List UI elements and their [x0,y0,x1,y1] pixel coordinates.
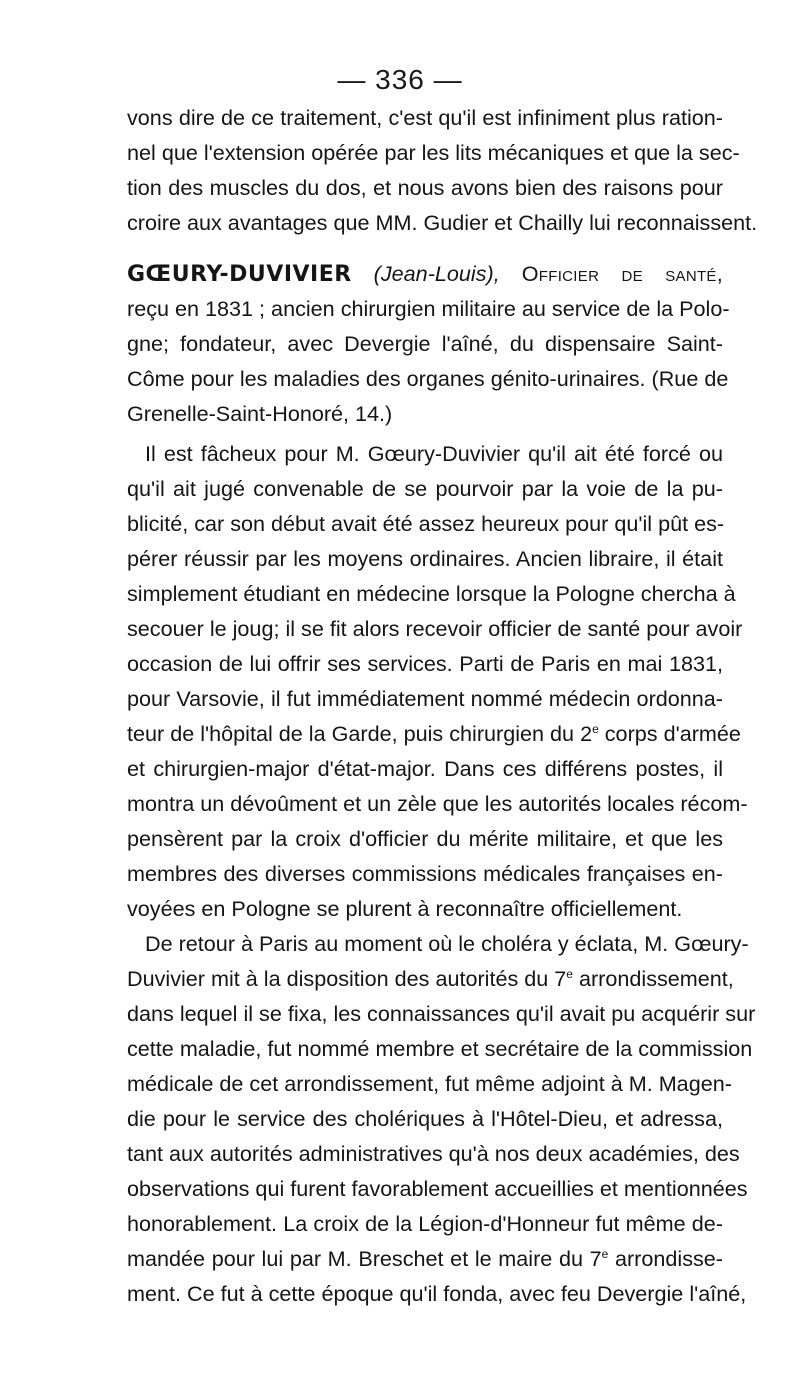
entry-given-name: (Jean-Louis), [373,261,500,286]
text-fragment: teur de l'hôpital de la Garde, puis chirurgien du 2 [127,721,593,746]
text-line: Côme pour les maladies des organes génito-urinaires. (Rue de [127,366,729,391]
text-line: Il est fâcheux pour M. Gœury-Duvivier qu'il ait été forcé ou [145,441,723,466]
text-line: gne; fondateur, avec Devergie l'aîné, du dispensaire Saint- [127,331,723,356]
text-line: et chirurgien-major d'état-major. Dans ces différens postes, il [127,756,723,781]
text-fragment: corps d'armée [598,721,741,746]
paragraph-body [127,926,756,1311]
text-line: dans lequel il se fixa, les connaissances qu'il avait pu acquérir sur [127,1001,756,1026]
text-line: ment. Ce fut à cette époque qu'il fonda, avec feu Devergie l'aîné, [127,1281,747,1306]
text-line: pour Varsovie, il fut immédiatement nommé médecin ordonna- [127,686,723,711]
text-line: occasion de lui offrir ses services. Parti de Paris en mai 1831, [127,651,723,676]
text-line: montra un dévoûment et un zèle que les autorités locales récom- [127,791,748,816]
text-line: honorablement. La croix de la Légion-d'Honneur fut même de- [127,1211,723,1236]
text-line: secouer le joug; il se fit alors recevoir officier de santé pour avoir [127,616,743,641]
entry-heading-line [127,256,723,291]
text-line: nel que l'extension opérée par les lits mécaniques et que la sec- [127,140,740,165]
text-line: tant aux autorités administratives qu'à nos deux académies, des [127,1141,740,1166]
text-line: vons dire de ce traitement, c'est qu'il est infiniment plus ration- [127,105,723,130]
text-fragment: mandée pour lui par M. Breschet et le maire du 7 [127,1246,602,1271]
text-line [127,961,734,996]
text-line: pensèrent par la croix d'officier du mérite militaire, et que les [127,826,723,851]
text-fragment: arrondissement, [572,966,734,991]
text-fragment: arrondisse- [608,1246,723,1271]
paragraph-body [127,436,748,926]
text-line: membres des diverses commissions médicales françaises en- [127,861,723,886]
text-line: reçu en 1831 ; ancien chirurgien militaire au service de la Polo- [127,296,730,321]
text-line [127,716,741,751]
text-line: voyées en Pologne se plurent à reconnaître officiellement. [127,896,683,921]
text-line [127,1241,723,1276]
entry-title: Officier de santé, [521,261,724,286]
text-line: observations qui furent favorablement accueillies et mentionnées [127,1176,748,1201]
text-line: blicité, car son début avait été assez heureux pour qu'il pût es- [127,511,725,536]
biographical-entry [127,256,730,431]
paragraph-continuation [127,100,758,240]
superscript: e [566,966,573,981]
text-line: tion des muscles du dos, et nous avons bien des raisons pour [127,175,723,200]
text-line: die pour le service des cholériques à l'Hôtel-Dieu, et adressa, [127,1106,723,1131]
text-line: simplement étudiant en médecine lorsque la Pologne chercha à [127,581,736,606]
text-line: cette maladie, fut nommé membre et secrétaire de la commission [127,1036,753,1061]
superscript: e [601,1246,609,1261]
page-number: — 336 — [337,64,463,95]
entry-name: GŒURY-DUVIVIER [127,262,352,287]
text-line: Grenelle-Saint-Honoré, 14.) [127,401,393,426]
text-line: médicale de cet arrondissement, fut même adjoint à M. Magen- [127,1071,732,1096]
text-line: qu'il ait jugé convenable de se pourvoir par la voie de la pu- [127,476,723,501]
text-line: pérer réussir par les moyens ordinaires. Ancien libraire, il était [127,546,723,571]
text-line: croire aux avantages que MM. Gudier et Chailly lui reconnaissent. [127,210,758,235]
text-fragment: Duvivier mit à la disposition des autorités du 7 [127,966,567,991]
superscript: e [592,721,599,736]
text-line: De retour à Paris au moment où le choléra y éclata, M. Gœury- [145,931,749,956]
